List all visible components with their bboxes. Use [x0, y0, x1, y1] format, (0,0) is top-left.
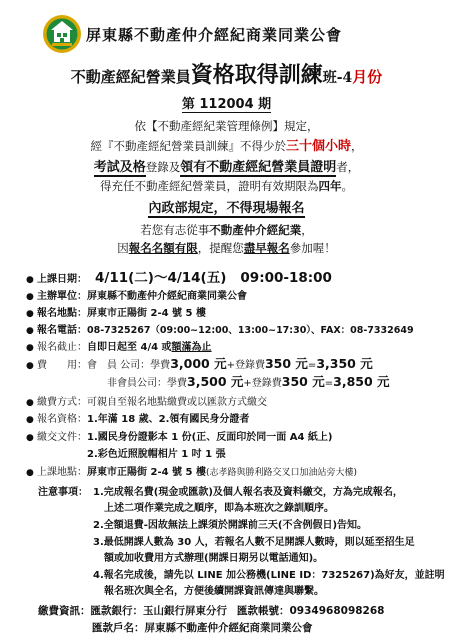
association-name: 屏東縣不動產仲介經紀商業同業公會 — [86, 26, 343, 44]
payment-holder-row — [92, 620, 313, 635]
detail-fee-member: ● 費 用：會 員 公司：學費3,000 元+登錄費350 元=3,350 元 — [26, 356, 373, 371]
detail-qualification: ● 報名資格：1.年滿 18 歲、2.領有國民身分證者 — [26, 414, 250, 425]
note-2: 2.全額退費-因故無法上課須於開課前三天(不含例假日)告知。 — [93, 520, 368, 531]
detail-payment: ● 繳費方式：可親自至報名地點繳費或以匯款方式繳交 — [26, 397, 267, 408]
title-part-4: 月份 — [352, 68, 383, 86]
note-1a: 1.完成報名費(現金或匯款)及個人報名表及資料繳交，方為完成報名， — [93, 487, 403, 498]
payment-holder-value: 屏東縣不動產仲介經紀商業同業公會 — [144, 622, 313, 634]
title-part-3: 班-4 — [322, 70, 353, 86]
bullet-icon: ● — [26, 468, 34, 478]
header — [0, 14, 453, 54]
payment-holder-label: 匯款戶名： — [92, 622, 145, 634]
detail-venue: ● 上課地點：屏東市正陽街 2-4 號 5 樓(志孝路與勝利路交叉口加油站旁大樓) — [26, 467, 357, 478]
intro-line-5: 內政部規定，不得現場報名 — [148, 201, 305, 216]
detail-documents-2: 2.彩色近照脫帽相片 1 吋 1 張 — [87, 449, 226, 460]
bullet-icon: ● — [26, 309, 34, 319]
association-logo-icon — [42, 14, 82, 54]
detail-phone: ● 報名電話：08-7325267（09:00~12:00、13:00~17:30）、FAX：08-7332649 — [26, 325, 414, 336]
note-4b: 報名班次與全名，方便後續開課資訊傳達與聯繫。 — [104, 586, 324, 597]
intro-line-6: 若您有志從事不動產仲介經紀業， — [140, 223, 313, 237]
bullet-icon: ● — [26, 433, 34, 443]
detail-fee-nonmember: 非會員公司：學費3,500 元+登錄費350 元=3,850 元 — [107, 374, 390, 389]
detail-host: ● 主辦單位：屏東縣不動產仲介經紀商業同業公會 — [26, 291, 247, 302]
intro-line-3: 考試及格登錄及領有不動產經紀營業員證明者， — [93, 160, 360, 175]
note-1b: 上述二項作業完成之順序，即為本班次之錄訓順序。 — [104, 503, 334, 514]
title-part-1: 不動產經紀營業員 — [70, 68, 191, 86]
detail-deadline: ● 報名截止：自即日起至 4/4 或額滿為止 — [26, 342, 212, 353]
title-part-2: 資格取得訓練 — [190, 62, 323, 88]
intro-line-4: 得充任不動產經紀營業員，證明有效期限為四年。 — [100, 179, 353, 193]
detail-documents: ● 繳交文件：1.國民身份證影本 1 份(正、反面印於同一面 A4 紙上) — [26, 432, 333, 443]
detail-place: ● 報名地點：屏東市正陽街 2-4 號 5 樓 — [26, 308, 206, 319]
note-4a: 4.報名完成後，請先以 LINE 加公務機(LINE ID：7325267)為好友，並註明 — [93, 570, 445, 581]
intro-line-2: 經『不動產經紀營業員訓練』不得少於三十個小時， — [90, 139, 363, 154]
bullet-icon: ● — [26, 415, 34, 425]
note-3a: 3.最低開課人數為 30 人，若報名人數不足開課人數時，則以延至招生足 — [93, 537, 415, 548]
bullet-icon: ● — [26, 398, 34, 408]
period-number: 第 112004 期 — [181, 97, 272, 112]
intro-line-7: 因報名名額有限，提醒您盡早報名參加喔！ — [117, 241, 336, 255]
bullet-icon: ● — [26, 292, 34, 302]
notes-label: 注意事項： — [38, 487, 88, 498]
page-title — [0, 58, 453, 89]
detail-date: ● 上課日期： 4/11(二)～4/14(五) 09:00-18:00 — [26, 270, 332, 286]
bullet-icon: ● — [26, 361, 34, 371]
payment-bank-row: 繳費資訊：匯款銀行：玉山銀行屏東分行 匯款帳號：0934968098268 — [38, 605, 385, 617]
note-3b: 額或加收費用方式辦理(開課日期另以電話通知)。 — [104, 553, 324, 564]
intro-line-1: 依【不動產經紀業管理條例】規定， — [134, 119, 319, 133]
bullet-icon: ● — [26, 326, 34, 336]
bullet-icon: ● — [26, 275, 34, 285]
bullet-icon: ● — [26, 343, 34, 353]
